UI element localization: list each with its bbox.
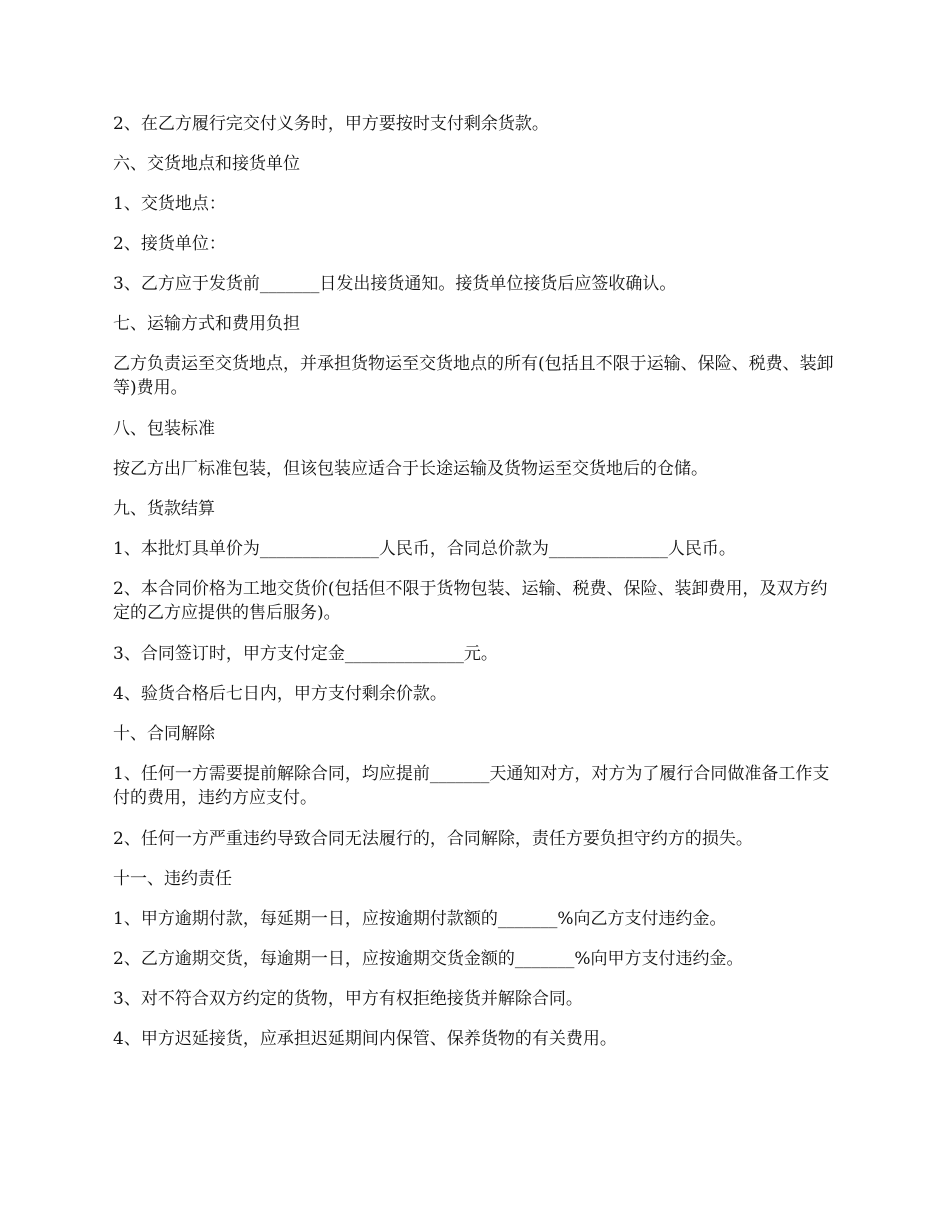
paragraph-delivery-notice: 3、乙方应于发货前_______日发出接货通知。接货单位接货后应签收确认。 (113, 274, 677, 294)
heading-section-7: 七、运输方式和费用负担 (113, 314, 300, 334)
paragraph-packaging-standard: 按乙方出厂标准包装，但该包装应适合于长途运输及货物运至交货地后的仓储。 (113, 459, 708, 479)
document-body (113, 112, 839, 1067)
heading-section-11: 十一、违约责任 (113, 869, 232, 889)
paragraph-price-scope: 2、本合同价格为工地交货价(包括但不限于货物包装、运输、税费、保险、装卸费用，及双方约定的乙方应提供的售后服务)。 (113, 579, 828, 623)
paragraph-nonconforming-goods: 3、对不符合双方约定的货物，甲方有权拒绝接货并解除合同。 (113, 989, 583, 1009)
paragraph-late-payment: 1、甲方逾期付款，每延期一日，应按逾期付款额的_______%向乙方支付违约金。 (113, 909, 727, 929)
heading-section-6: 六、交货地点和接货单位 (113, 154, 300, 174)
paragraph-delayed-receipt: 4、甲方迟延接货，应承担迟延期间内保管、保养货物的有关费用。 (113, 1029, 617, 1049)
paragraph-serious-breach: 2、任何一方严重违约导致合同无法履行的，合同解除，责任方要负担守约方的损失。 (113, 829, 753, 849)
paragraph-late-delivery: 2、乙方逾期交货，每逾期一日，应按逾期交货金额的_______%向甲方支付违约金。 (113, 949, 744, 969)
paragraph-early-termination: 1、任何一方需要提前解除合同，均应提前_______天通知对方，对方为了履行合同做准备工作支付的费用，违约方应支付。 (113, 764, 830, 808)
paragraph-unit-price: 1、本批灯具单价为______________人民币，合同总价款为______________人民币。 (113, 539, 736, 559)
heading-section-10: 十、合同解除 (113, 724, 215, 744)
paragraph-delivery-location: 1、交货地点： (113, 194, 226, 214)
paragraph-remaining-price: 4、验货合格后七日内，甲方支付剩余价款。 (113, 684, 447, 704)
paragraph-deposit: 3、合同签订时，甲方支付定金______________元。 (113, 644, 498, 664)
heading-section-8: 八、包装标准 (113, 419, 215, 439)
paragraph-receiving-unit: 2、接货单位： (113, 234, 226, 254)
paragraph-transport-cost: 乙方负责运至交货地点，并承担货物运至交货地点的所有(包括且不限于运输、保险、税费、装卸等)费用。 (113, 354, 834, 398)
paragraph-payment-remaining: 2、在乙方履行完交付义务时，甲方要按时支付剩余货款。 (113, 114, 549, 134)
heading-section-9: 九、货款结算 (113, 499, 215, 519)
